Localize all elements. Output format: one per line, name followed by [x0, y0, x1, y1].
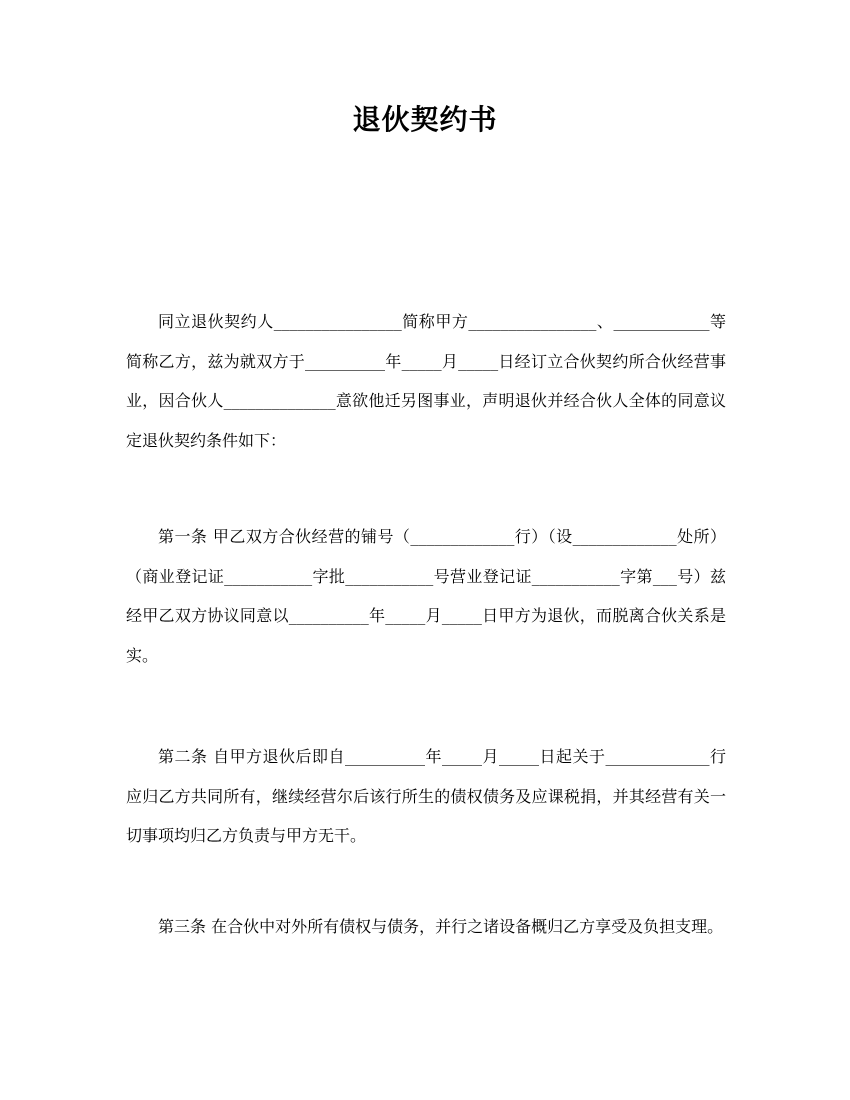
article-3-paragraph	[126, 907, 726, 947]
paragraph-text: 第三条 在合伙中对外所有债权与债务，并行之诸设备概归乙方享受及负担支理。	[158, 917, 724, 936]
article-1-paragraph	[126, 517, 726, 675]
paragraph-text: 第二条 自甲方退伙后即自__________年_____月_____日起关于_____________行应归乙方共同所有，继续经营尔后该行所生的债权债务及应课税捐，并其经营有关一切事项均归乙方负责与甲方无干。	[126, 747, 726, 845]
paragraph-text: 同立退伙契约人________________简称甲方________________、____________等简称乙方，兹为就双方于__________年_____月_____日经订立合伙契约所合伙经营事业，因合伙人______________意欲他迁另图事业，声明退伙并经合伙人全体的同意议定退伙契约条件如下：	[126, 312, 726, 450]
article-2-paragraph	[126, 737, 726, 856]
preamble-paragraph	[126, 302, 726, 460]
paragraph-text: 第一条 甲乙双方合伙经营的铺号（_____________行）（设_____________处所）（商业登记证___________字批___________号营业登记证___________字第___号）兹经甲乙双方协议同意以__________年_____月_____日甲方为退伙，而脱离合伙关系是实。	[126, 527, 726, 665]
document-title: 退伙契约书	[352, 103, 498, 136]
